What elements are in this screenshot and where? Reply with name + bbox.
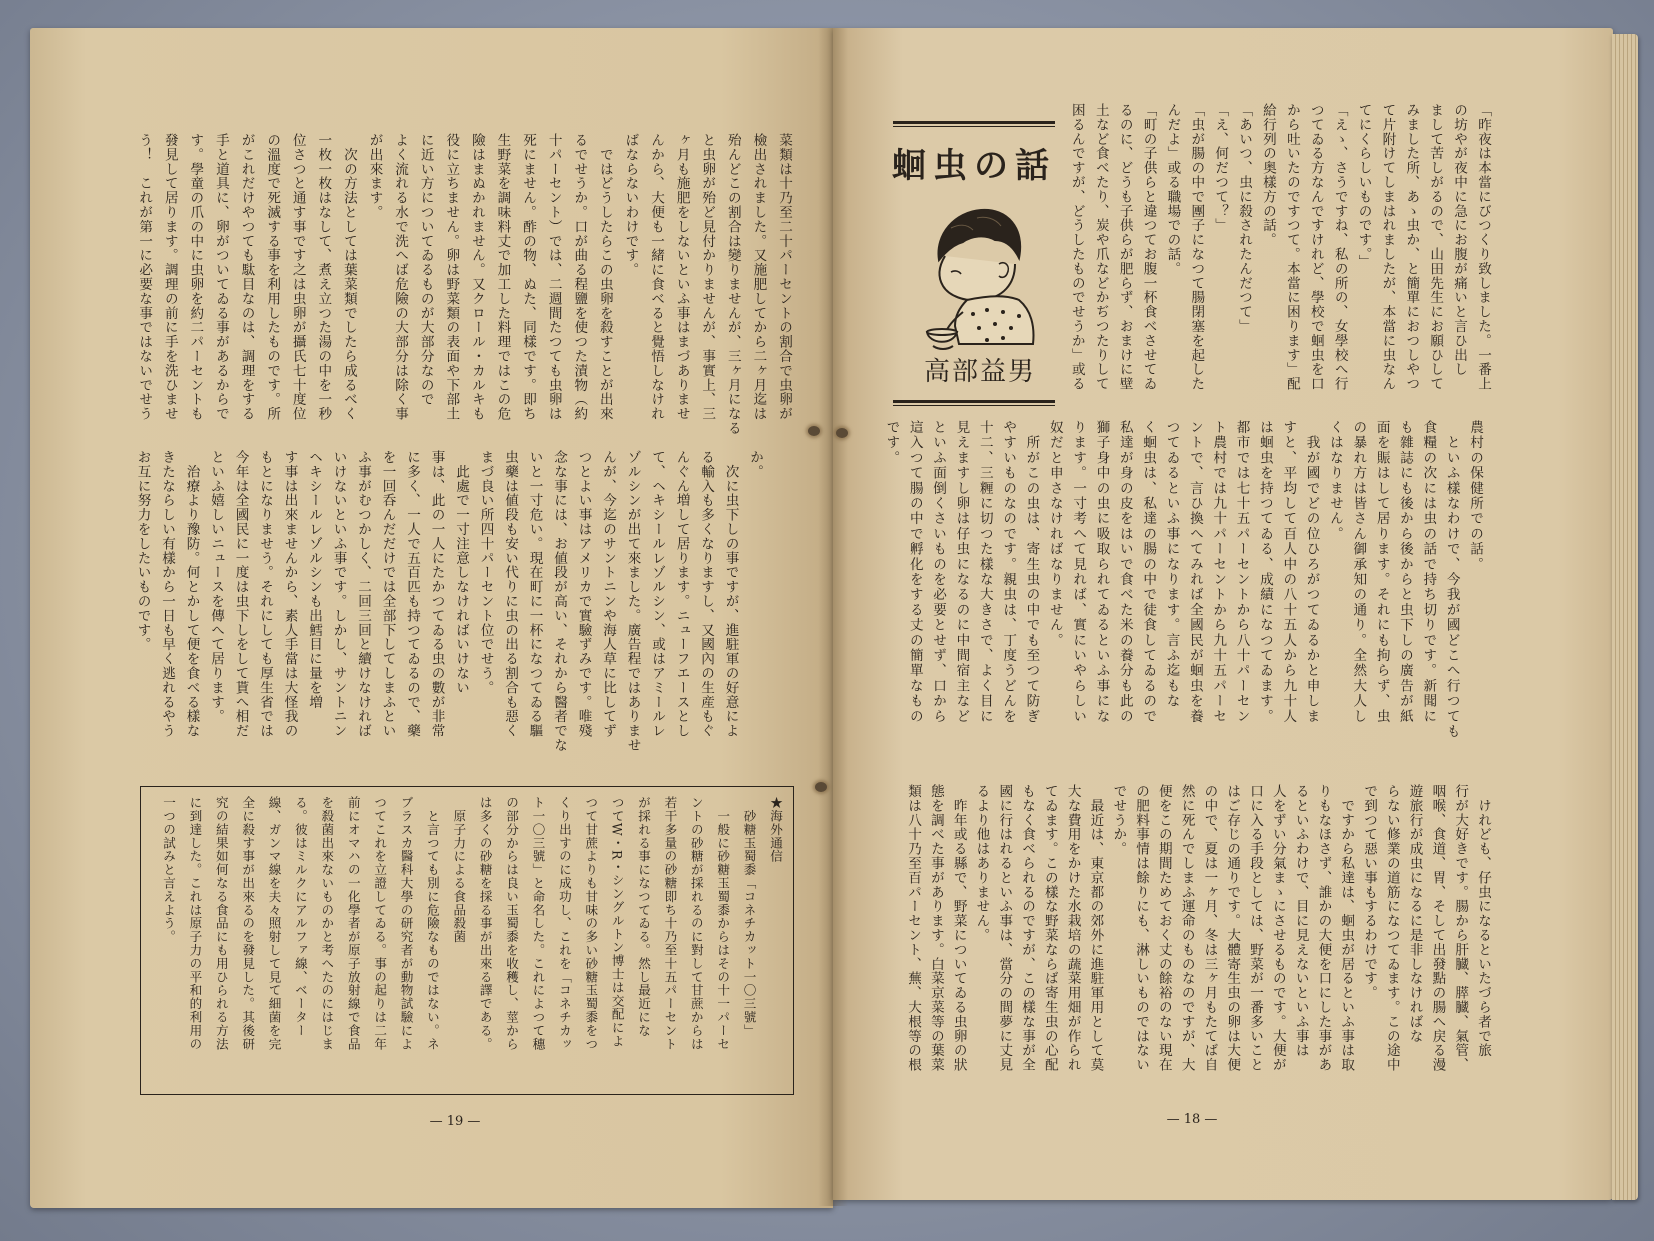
text-column: 位さつと通す事です之は虫卵が攝氏七十度位	[289, 133, 306, 421]
text-column: 咽喉、食道、胃、そして出發點の腸へ戻る漫	[1429, 784, 1446, 1072]
text-column: ヘキシールレゾルシンも出鱈目に量を増	[306, 450, 322, 710]
text-column: を一回呑んだだけでは全部下してしまふとい	[379, 450, 396, 738]
text-column: 今年は全國民に一度は虫下しをして貰へ相だ	[232, 450, 249, 738]
text-column: す事は出來ませんから、素人手當は大怪我の	[281, 450, 298, 738]
text-column: ばならないわけです。	[622, 133, 639, 277]
text-column: で到つて惡い事もするわけです。	[1361, 784, 1378, 1000]
text-column: 事は、此の一人にたかつてゐる虫の數が非常	[428, 450, 445, 738]
text-column: 殆んどこの割合は變りませんが、三ヶ月になる	[724, 133, 741, 436]
text-column: 昨年或る縣で、野菜についてゐる虫卵の狀	[950, 784, 967, 1072]
text-column: 檢出されました。又施肥してから二ヶ月迄は	[750, 133, 767, 421]
title-bottom-rule	[893, 400, 1055, 406]
text-column: 農村の保健所での話。	[1467, 420, 1483, 572]
child-body	[945, 296, 1033, 344]
text-column: ります。一寸考へて見れば、實にいやらしい	[1070, 420, 1087, 724]
text-column: く蛔虫は、私達の腸の中で徒食してゐるので	[1140, 420, 1157, 724]
child-head	[938, 210, 1020, 301]
left-page-upper-text	[130, 133, 796, 441]
text-column: 線、ガンマ線を夫々照射して見て細菌を完	[266, 796, 282, 1051]
text-column: 此處で一寸注意しなければいけない	[453, 450, 469, 695]
text-column: ト農村では九十パーセントから九十五パーセ	[1210, 420, 1227, 724]
text-column: 發見して居ります。調理の前に手を洗ひませ	[161, 133, 178, 421]
text-column: がこれだけやつても駄目なのは、調理をする	[238, 133, 255, 421]
text-column: の中で、夏は一ヶ月、冬は三ヶ月もたてば自	[1201, 784, 1218, 1072]
text-column: て、ヘキシールレゾルシン、或はアミールレ	[649, 450, 665, 738]
text-column: つて甘蔗よりも甘味の多い砂糖玉蜀黍をつ	[583, 796, 599, 1051]
left-page-lower-text	[130, 450, 767, 765]
text-column: ★海外通信	[768, 796, 783, 863]
text-column: んから、大便も一緒に食べると覺悟しなけれ	[648, 133, 665, 421]
text-column: もなく食べられるのですが、この樣な事が全	[1019, 784, 1036, 1072]
text-column: ントの砂糖が採れるのに對して甘蔗からは	[688, 796, 704, 1051]
text-column: の部分からは良い玉蜀黍を收穫し、莖から	[504, 796, 520, 1051]
text-column: てにくらしいものです。」	[1355, 103, 1372, 269]
text-column: つてこれを立證してゐる。事の起りは二年	[372, 796, 388, 1051]
text-column: 土など食べたり、炭や爪などかぢつたりして	[1092, 103, 1109, 391]
binding-hole	[815, 782, 827, 792]
text-column: 奴だと申さなければなりません。	[1046, 420, 1063, 648]
text-column: に到達した。これは原子力の平和的利用の	[187, 796, 203, 1051]
text-column: つとよい事はアメリカで實驗ずみです。唯殘	[575, 450, 592, 738]
text-column: 「え、何だつて？」	[1212, 103, 1229, 233]
text-column: 次の方法としては葉菜類でしたら成るべく	[340, 133, 357, 421]
text-column: つてゐるといふ事になります。言ふ迄もな	[1163, 420, 1180, 709]
text-column: やすいものなのです。親虫は、丁度うどんを	[1000, 420, 1017, 724]
text-column: 菜類は十乃至二十パーセントの割合で虫卵が	[776, 133, 792, 421]
text-column: 「虫が腸の中で團子になつて腸閉塞を起した	[1188, 103, 1205, 391]
article-author: 高部益男	[923, 357, 1036, 387]
text-column: 若干多量の砂糖即ち十乃至十五パーセント	[662, 796, 678, 1051]
text-column: 便をこの期間ためておく丈の餘裕のない現在	[1155, 784, 1172, 1072]
text-column: は蛔虫を持つてゐる、成績になつてゐます。	[1256, 420, 1273, 724]
text-column: に多く、一人で五百匹も持つてゐるので、藥	[404, 450, 420, 738]
text-column: う！ これが第一に必要な事ではないでせう	[136, 133, 153, 421]
right-page-upper-text	[1064, 103, 1494, 409]
text-column: ではどうしたらこの虫卵を殺すことが出來	[596, 133, 613, 421]
article-title: 蛔虫の話	[892, 146, 1056, 186]
text-column: 國に行はれるといふ事は、當分の間夢に丈見	[996, 784, 1013, 1072]
page-number-left: — 19 —	[429, 1114, 481, 1129]
text-column: 「町の子供らと違つてお腹一杯食べさせてゐ	[1140, 103, 1157, 391]
text-column: んが、今迄のサントニンや海人草に比してず	[600, 450, 616, 738]
text-column: らない修業の道筋になつてゐます。この途中	[1383, 784, 1400, 1072]
text-column: 念な事には、お値段が高い、それから醫者でな	[551, 450, 567, 753]
text-column: 一つの試みと言えよう。	[161, 796, 177, 944]
text-column: 最近は、東京都の郊外に進駐軍用として莫	[1087, 784, 1104, 1072]
text-column: る。彼はミルクにアルファ線、ベーター	[292, 796, 308, 1038]
text-column: まして苦しがるので、山田先生にお願ひして	[1427, 103, 1444, 391]
text-column: つてW・R・シングルトン博士は交配によ	[609, 796, 625, 1048]
text-column: つてゐる方なんですけれど、學校で蛔虫を口	[1307, 103, 1324, 391]
right-page-middle-text	[879, 420, 1486, 760]
text-column: か。	[747, 450, 763, 479]
text-column: ト一〇三號」と命名した。これによつて穗	[530, 796, 546, 1051]
text-column: けれども、仔虫になるといたづら者で旅	[1475, 784, 1491, 1058]
title-top-rule	[893, 121, 1055, 127]
text-column: 「えゝ、さうですね、私の所の、女學校へ行	[1331, 103, 1348, 391]
binding-hole	[808, 426, 820, 436]
text-column: でせうか。	[1110, 784, 1127, 856]
text-column: の坊やが夜中に急にお腹が痛いと言ひ出し	[1451, 103, 1468, 377]
binding-hole	[836, 428, 848, 438]
text-column: いと一寸危い。現在町に一杯になつてゐる驅	[526, 450, 543, 738]
text-column: 遊旅行が成虫になるに是非しなければな	[1406, 784, 1423, 1044]
text-column: 砂糖玉蜀黍「コネチカット一〇三號」	[741, 796, 757, 1038]
text-column: ントで、言ひ換へてみれば全國民が蛔虫を養	[1186, 420, 1203, 724]
text-column: りもなほさず、誰かの大便を口にした事があ	[1315, 784, 1332, 1072]
text-column: 十二、三糎に切つた樣な大きさで、よく目に	[976, 420, 993, 724]
text-column: 役に立ちません。卵は野菜類の表面や下部土	[443, 133, 460, 421]
text-column: と言つても別に危險なものではない。ネ	[424, 796, 440, 1051]
text-column: みました所、あゝ虫か、と簡單におつしやつ	[1403, 103, 1420, 391]
text-column: は多くの砂糖を採る事が出來る譯である。	[477, 796, 493, 1051]
text-column: ブラスカ醫科大學の研究者が動物試驗によ	[398, 796, 414, 1051]
text-column: 虫藥は値段も安い代りに虫の出る割合も惡く	[502, 450, 518, 738]
text-column: 獅子身中の虫に吸取られてゐるといふ事にな	[1093, 420, 1110, 724]
text-column: 原子力による食品殺菌	[451, 796, 467, 944]
text-column: といふ樣なわけで、今我が國どこへ行つても	[1443, 420, 1460, 740]
text-column: はご存じの通りです。大體寄生虫の卵は大便	[1224, 784, 1241, 1072]
text-column: 全に殺す事が出來るのを發見した。其後研	[240, 796, 256, 1051]
text-column: 死にません。酢の物、ぬた、同樣です。即ち	[520, 133, 537, 421]
text-column: も雜誌にも後から後からと虫下しの廣告が紙	[1396, 420, 1413, 724]
text-column: 「昨夜は本當にびつくり致しました。一番上	[1475, 103, 1491, 391]
text-column: 私達が身の皮をはいで食べた米の養分も此の	[1116, 420, 1133, 724]
text-column: きたならしい有樣から一日も早く逃れるやう	[159, 450, 175, 738]
text-column: くはなりません。	[1326, 420, 1343, 542]
text-column: と虫卵が殆ど見付かりませんが、事實上、三	[699, 133, 716, 421]
text-column: 給行列の奥樣方の話。	[1259, 103, 1276, 247]
text-column: 類は八十乃至百パーセント、蕪、大根等の根	[905, 784, 922, 1072]
text-column: るでせうか。口が曲る程鹽を使つた漬物（約	[571, 133, 588, 421]
text-column: 前にオマハの一化學者が原子放射線で食品	[345, 796, 361, 1051]
page-stack-edge	[1612, 34, 1638, 1200]
child-illustration	[915, 194, 1045, 354]
overseas-news-text	[154, 796, 788, 1088]
text-column: ヶ月も施肥をしないといふ事はまづありませ	[673, 133, 690, 421]
text-column: ふ事がむつかしく、二回三回と續けなければ	[355, 450, 371, 738]
text-column: 手と道具に、卵がついてゐる事があるからで	[212, 133, 229, 421]
text-column: です。	[883, 420, 900, 466]
text-column: ですから私達は、蛔虫が居るといふ事は取	[1338, 784, 1355, 1072]
text-column: から吐いたのですつて。本當に困ります」配	[1283, 103, 1300, 391]
text-column: 究の結果如何なる食品にも用ひられる方法	[213, 796, 229, 1051]
text-column: す。學童の爪の中に虫卵を約二パーセントも	[187, 133, 204, 421]
text-column: ゾルシンが出て來ました。廣告程ではありませ	[624, 450, 641, 753]
right-page-lower-text	[901, 784, 1494, 1090]
text-column: 一般に砂糖玉蜀黍からはその十一パーセ	[715, 796, 731, 1051]
text-column: 見えますし卵は仔虫になるのに中間宿主など	[953, 420, 970, 724]
text-column: よく流れる水で洗へば危險の大部分は除く事	[392, 133, 409, 421]
text-column: を殺菌出來ないものかと考へたのにはじま	[319, 796, 335, 1051]
text-column: お互に努力をしたいものです。	[134, 450, 151, 652]
text-column: 食糧の次には虫の話で持ち切りです。新聞に	[1420, 420, 1437, 724]
text-column: てゐます。この樣な野菜ならば寄生虫の心配	[1041, 784, 1058, 1072]
text-column: 困るんですが、どうしたものでせうか」或る	[1068, 103, 1085, 391]
text-column: んぐん増して居ります。ニューフエースとし	[673, 450, 690, 738]
text-column: の暴れ方は皆さん御承知の通り。全然大人し	[1350, 420, 1367, 724]
text-column: んだよ」或る職場での話。	[1164, 103, 1181, 276]
text-column: 面を賑はして居ります。それにも拘らず、虫	[1373, 420, 1390, 724]
text-column: が採れる事になつてゐる。然し最近にな	[636, 796, 652, 1038]
text-column: 態を調べた事があります。白菜京菜等の葉菜	[927, 784, 944, 1072]
text-column: いけないといふ事です。しかし、サントニン	[330, 450, 347, 738]
text-column: に近い方についてゐるものが大部分なので	[417, 133, 434, 407]
text-column: 所がこの虫は、寄生虫の中でも至つて防ぎ	[1023, 420, 1040, 724]
text-column: もとになりませう。それにしても厚生省では	[257, 450, 273, 738]
text-column: るといふわけで、目に見えないといふ事は	[1292, 784, 1309, 1058]
text-column: の肥料事情は餘りにも、淋しいものではない	[1133, 784, 1150, 1072]
text-column: 十パーセント）では、二週間たつても虫卵は	[545, 133, 562, 421]
text-column: くり出すのに成功し、これを「コネチカッ	[556, 796, 572, 1051]
text-column: 都市では七十五パーセントから八十パーセン	[1233, 420, 1250, 724]
book-gutter	[818, 28, 848, 1206]
text-column: て片附けてしまはれましたが、本當に虫なん	[1379, 103, 1396, 391]
text-column: 險はまぬかれません。又クロール・カルキも	[468, 133, 485, 421]
text-column: が出來ます。	[366, 133, 383, 220]
text-column: 次に虫下しの事ですが、進駐軍の好意によ	[722, 450, 739, 738]
text-column: る輸入も多くなりますし、又國內の生産もぐ	[698, 450, 714, 738]
text-column: 我が國でどの位ひろがつてゐるかと申しま	[1303, 420, 1320, 724]
text-column: 口に入る手段としては、野菜が一番多いこと	[1247, 784, 1264, 1072]
text-column: 大な費用をかけた水栽培の蔬菜用畑が作られ	[1064, 784, 1081, 1072]
text-column: 然に死んでしまふ運命のものなのですが、大	[1178, 784, 1195, 1072]
text-column: すと、平均して百人中の八十五人から九十人	[1280, 420, 1297, 724]
text-column: 行が大好きです。腸から肝臓、膵臓、氣管、	[1452, 784, 1469, 1072]
page-number-right: — 18 —	[1166, 1112, 1218, 1127]
text-column: といふ面倒くさいものを必要とせず、口から	[930, 420, 947, 724]
bowl	[927, 329, 957, 349]
text-column: 一枚一枚はなして、煮え立つた湯の中を一秒	[315, 133, 332, 421]
text-column: 治療より豫防。何とかして便を食べる樣な	[183, 450, 200, 738]
text-column: るより他はありません。	[973, 784, 990, 943]
text-column: の溫度で死滅する事を利用したものです。所	[264, 133, 281, 421]
text-column: 人をずい分氣まゝにさせるものです。大便が	[1269, 784, 1286, 1072]
text-column: るのに、どうも子供らが肥らず、おまけに壁	[1116, 103, 1133, 391]
text-column: 生野菜を調味料丈で加工した料理ではこの危	[494, 133, 511, 421]
text-column: といふ嬉しいニュースを傳へて居ります。	[208, 450, 224, 724]
text-column: 這入つて腸の中で孵化をする丈の簡單なもの	[906, 420, 923, 724]
text-column: まづ良い所四十パーセント位でせう。	[477, 450, 494, 695]
text-column: 「あいつ、虫に殺されたんだつて」	[1236, 103, 1253, 334]
